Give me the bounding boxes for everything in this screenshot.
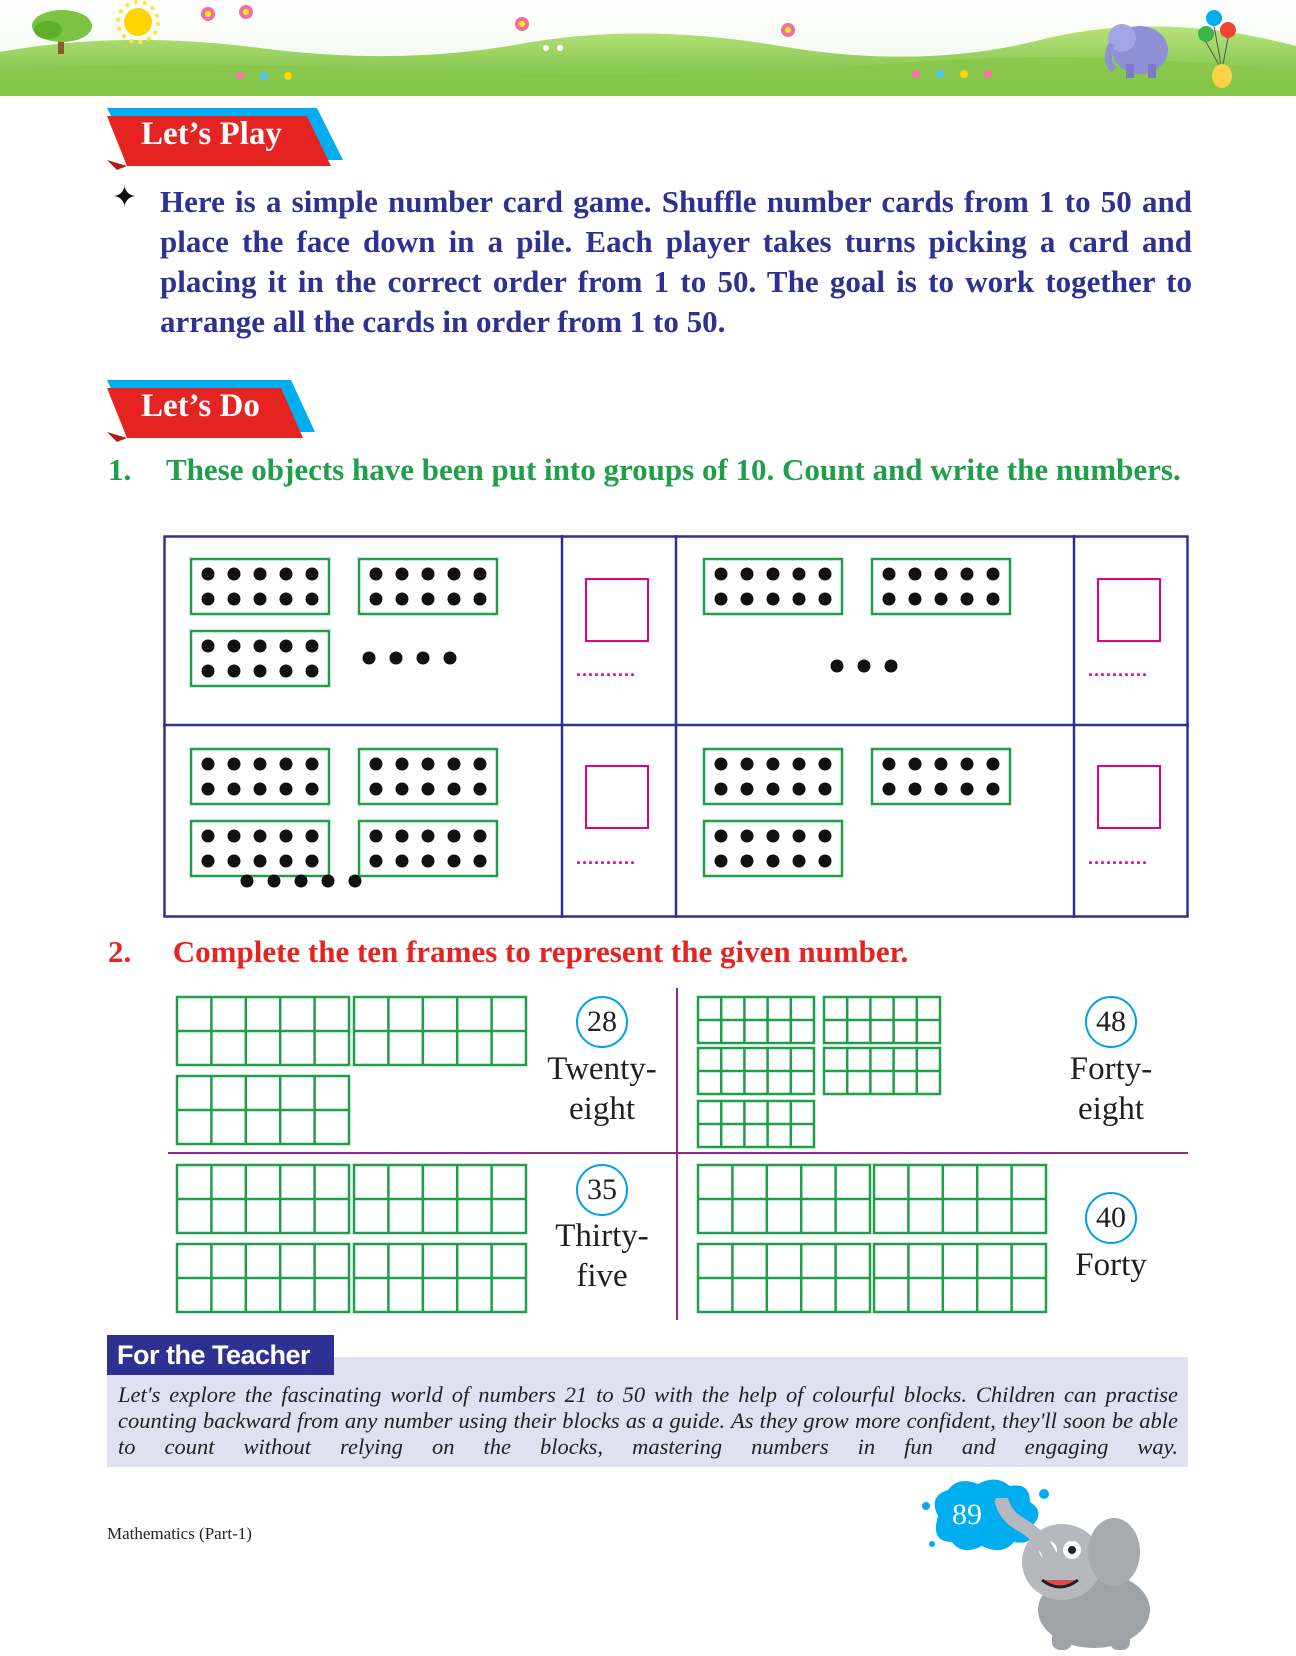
counting-dot xyxy=(474,758,487,771)
header-landscape-banner xyxy=(0,0,1296,96)
ten-dot-group xyxy=(704,749,842,804)
ten-frame[interactable] xyxy=(177,1076,349,1144)
counting-dot xyxy=(280,855,293,868)
counting-dot xyxy=(306,783,319,796)
ten-frame[interactable] xyxy=(698,997,814,1043)
teacher-heading: For the Teacher xyxy=(107,1335,334,1375)
ten-dot-group xyxy=(704,559,842,614)
counting-dot xyxy=(448,568,461,581)
question-2-number: 2. xyxy=(108,934,132,969)
ten-frame[interactable] xyxy=(354,997,526,1065)
counting-dot xyxy=(448,783,461,796)
counting-dot xyxy=(715,568,728,581)
question-2 xyxy=(108,934,908,970)
counting-dot xyxy=(396,855,409,868)
counting-dot xyxy=(228,830,241,843)
counting-dot xyxy=(268,875,281,888)
counting-dot xyxy=(280,665,293,678)
counting-dot xyxy=(228,758,241,771)
counting-dot xyxy=(793,758,806,771)
book-title: Mathematics (Part-1) xyxy=(107,1524,252,1543)
counting-dot xyxy=(422,830,435,843)
counting-dot xyxy=(254,758,267,771)
counting-dot xyxy=(280,640,293,653)
counting-dot xyxy=(202,593,215,606)
number-circle-48: 48 xyxy=(1085,996,1137,1048)
lets-do-title: Let’s Do xyxy=(141,388,260,424)
counting-dot xyxy=(202,830,215,843)
counting-dot xyxy=(935,568,948,581)
counting-dot xyxy=(390,652,403,665)
answer-box[interactable] xyxy=(1097,578,1161,642)
ten-dot-group xyxy=(191,821,329,876)
ten-frame[interactable] xyxy=(698,1165,870,1233)
answer-box[interactable] xyxy=(585,765,649,829)
ten-frame[interactable] xyxy=(874,1244,1046,1312)
ten-dot-group xyxy=(359,749,497,804)
number-word-40: Forty xyxy=(1075,1247,1147,1283)
counting-dot xyxy=(396,783,409,796)
counting-dot xyxy=(715,783,728,796)
lets-play-title: Let’s Play xyxy=(141,116,282,152)
counting-dot xyxy=(370,758,383,771)
counting-dot xyxy=(961,593,974,606)
counting-dot xyxy=(793,593,806,606)
counting-dot xyxy=(935,758,948,771)
number-circle-35: 35 xyxy=(576,1164,628,1216)
counting-dot xyxy=(961,568,974,581)
number-word-48: Forty- eight xyxy=(1069,1051,1153,1127)
loose-dots xyxy=(831,660,898,673)
counting-dot xyxy=(987,758,1000,771)
counting-dot xyxy=(819,830,832,843)
counting-dot xyxy=(254,640,267,653)
counting-dot xyxy=(254,665,267,678)
elephant-mascot-icon xyxy=(990,1498,1170,1654)
counting-dot xyxy=(793,568,806,581)
ten-dot-group xyxy=(191,631,329,686)
ten-frame[interactable] xyxy=(824,1048,940,1094)
counting-dot xyxy=(767,783,780,796)
counting-dot xyxy=(417,652,430,665)
counting-dot xyxy=(474,830,487,843)
counting-dot xyxy=(306,758,319,771)
counting-dot xyxy=(474,855,487,868)
ten-frame[interactable] xyxy=(824,997,940,1043)
counting-dot xyxy=(306,640,319,653)
counting-dot xyxy=(767,830,780,843)
ten-frame[interactable] xyxy=(354,1244,526,1312)
answer-blank[interactable]: .......... xyxy=(576,848,637,868)
counting-dot xyxy=(741,783,754,796)
counting-dot xyxy=(306,855,319,868)
counting-dot xyxy=(370,855,383,868)
ten-frame[interactable] xyxy=(354,1165,526,1233)
lets-do-ribbon xyxy=(107,376,315,442)
question-1-number: 1. xyxy=(108,452,132,487)
counting-dot xyxy=(819,758,832,771)
ten-dot-group xyxy=(872,749,1010,804)
counting-dot xyxy=(254,830,267,843)
ten-frame[interactable] xyxy=(177,1244,349,1312)
counting-dot xyxy=(741,568,754,581)
counting-dot xyxy=(444,652,457,665)
ten-dot-group xyxy=(359,821,497,876)
lets-play-ribbon xyxy=(107,104,343,170)
counting-dot xyxy=(306,830,319,843)
counting-dot xyxy=(422,568,435,581)
ten-frame[interactable] xyxy=(874,1165,1046,1233)
counting-dot xyxy=(831,660,844,673)
counting-dot xyxy=(741,593,754,606)
counting-dot xyxy=(793,830,806,843)
counting-dot xyxy=(909,758,922,771)
counting-dot xyxy=(883,758,896,771)
counting-dot xyxy=(448,855,461,868)
counting-dot xyxy=(202,640,215,653)
counting-dot xyxy=(474,593,487,606)
counting-groups-grid xyxy=(163,535,1189,918)
counting-dot xyxy=(228,593,241,606)
number-word-28: Twenty- eight xyxy=(547,1051,657,1127)
counting-dot xyxy=(202,758,215,771)
question-1-text: These objects have been put into groups of 10. Count and write the numbers. xyxy=(166,452,1181,487)
counting-dot xyxy=(280,758,293,771)
counting-dot xyxy=(909,783,922,796)
counting-dot xyxy=(961,783,974,796)
counting-dot xyxy=(858,660,871,673)
page-number: 89 xyxy=(952,1498,982,1531)
answer-box[interactable] xyxy=(585,578,649,642)
ten-dot-group xyxy=(191,559,329,614)
counting-dot xyxy=(228,568,241,581)
counting-dot xyxy=(741,855,754,868)
counting-dot xyxy=(306,568,319,581)
counting-dot xyxy=(396,593,409,606)
counting-dot xyxy=(767,855,780,868)
counting-dot xyxy=(883,593,896,606)
counting-dot xyxy=(202,855,215,868)
counting-dot xyxy=(363,652,376,665)
answer-blank[interactable]: .......... xyxy=(1088,660,1149,680)
counting-dot xyxy=(254,783,267,796)
counting-dot xyxy=(883,568,896,581)
counting-dot xyxy=(396,758,409,771)
counting-dot xyxy=(370,783,383,796)
counting-dot xyxy=(793,783,806,796)
counting-dot xyxy=(793,855,806,868)
counting-dot xyxy=(448,593,461,606)
counting-dot xyxy=(715,593,728,606)
lets-play-instructions: Here is a simple number card game. Shuffle number cards from 1 to 50 and place the face down in a pile. Each player takes turns picking a card and placing it in the correct order from 1 to 50. The goal is to work together to arrange all the cards in order from 1 to 50. xyxy=(160,184,1192,339)
ten-dot-group xyxy=(359,559,497,614)
question-2-text: Complete the ten frames to represent the given number. xyxy=(172,934,909,969)
counting-dot xyxy=(819,568,832,581)
counting-dot xyxy=(280,830,293,843)
counting-dot xyxy=(935,593,948,606)
counting-dot xyxy=(715,758,728,771)
counting-dot xyxy=(228,855,241,868)
counting-dot xyxy=(370,593,383,606)
counting-dot xyxy=(422,593,435,606)
counting-dot xyxy=(767,758,780,771)
ten-frame[interactable] xyxy=(177,997,349,1065)
counting-dot xyxy=(202,568,215,581)
counting-dot xyxy=(474,568,487,581)
counting-dot xyxy=(322,875,335,888)
counting-dot xyxy=(202,783,215,796)
counting-dot xyxy=(295,875,308,888)
counting-dot xyxy=(819,783,832,796)
ten-frame[interactable] xyxy=(698,1048,814,1094)
counting-dot xyxy=(254,855,267,868)
counting-dot xyxy=(819,593,832,606)
counting-dot xyxy=(935,783,948,796)
counting-dot xyxy=(254,593,267,606)
counting-dot xyxy=(228,640,241,653)
answer-blank[interactable]: .......... xyxy=(576,660,637,680)
ten-dot-group xyxy=(191,749,329,804)
counting-dot xyxy=(474,783,487,796)
counting-dot xyxy=(883,783,896,796)
counting-dot xyxy=(370,830,383,843)
number-circle-28: 28 xyxy=(576,996,628,1048)
ten-frame[interactable] xyxy=(698,1244,870,1312)
counting-dot xyxy=(396,568,409,581)
counting-dot xyxy=(280,593,293,606)
counting-dot xyxy=(228,783,241,796)
number-circle-40: 40 xyxy=(1085,1192,1137,1244)
counting-dot xyxy=(254,568,267,581)
ten-dot-group xyxy=(704,821,842,876)
counting-dot xyxy=(280,568,293,581)
answer-blank[interactable]: .......... xyxy=(1088,848,1149,868)
counting-dot xyxy=(961,758,974,771)
counting-dot xyxy=(741,758,754,771)
counting-dot xyxy=(448,758,461,771)
teacher-note-text: Let's explore the fascinating world of numbers 21 to 50 with the help of colourful blocks. Children can practise counting backward from any number using their blocks as a guide. As they grow more confident, they'll soon be able to count without relying on the blocks, mastering numbers in fun and engaging way. xyxy=(118,1382,1178,1459)
counting-dot xyxy=(741,830,754,843)
counting-dot xyxy=(228,665,241,678)
counting-dot xyxy=(396,830,409,843)
ten-dot-group xyxy=(872,559,1010,614)
counting-dot xyxy=(422,758,435,771)
answer-box[interactable] xyxy=(1097,765,1161,829)
counting-dot xyxy=(767,568,780,581)
counting-dot xyxy=(241,875,254,888)
counting-dot xyxy=(909,568,922,581)
counting-dot xyxy=(767,593,780,606)
number-word-35: Thirty- five xyxy=(555,1218,649,1294)
counting-dot xyxy=(422,855,435,868)
counting-dot xyxy=(422,783,435,796)
star-bullet-icon: ✦ xyxy=(112,181,138,214)
counting-dot xyxy=(987,783,1000,796)
counting-dot xyxy=(987,593,1000,606)
counting-dot xyxy=(819,855,832,868)
counting-dot xyxy=(306,665,319,678)
counting-dot xyxy=(885,660,898,673)
ten-frame[interactable] xyxy=(177,1165,349,1233)
counting-dot xyxy=(715,855,728,868)
loose-dots xyxy=(363,652,457,665)
counting-dot xyxy=(987,568,1000,581)
ten-frame[interactable] xyxy=(698,1101,814,1147)
counting-dot xyxy=(280,783,293,796)
counting-dot xyxy=(306,593,319,606)
counting-dot xyxy=(349,875,362,888)
counting-dot xyxy=(448,830,461,843)
counting-dot xyxy=(370,568,383,581)
counting-dot xyxy=(715,830,728,843)
counting-dot xyxy=(202,665,215,678)
counting-dot xyxy=(909,593,922,606)
